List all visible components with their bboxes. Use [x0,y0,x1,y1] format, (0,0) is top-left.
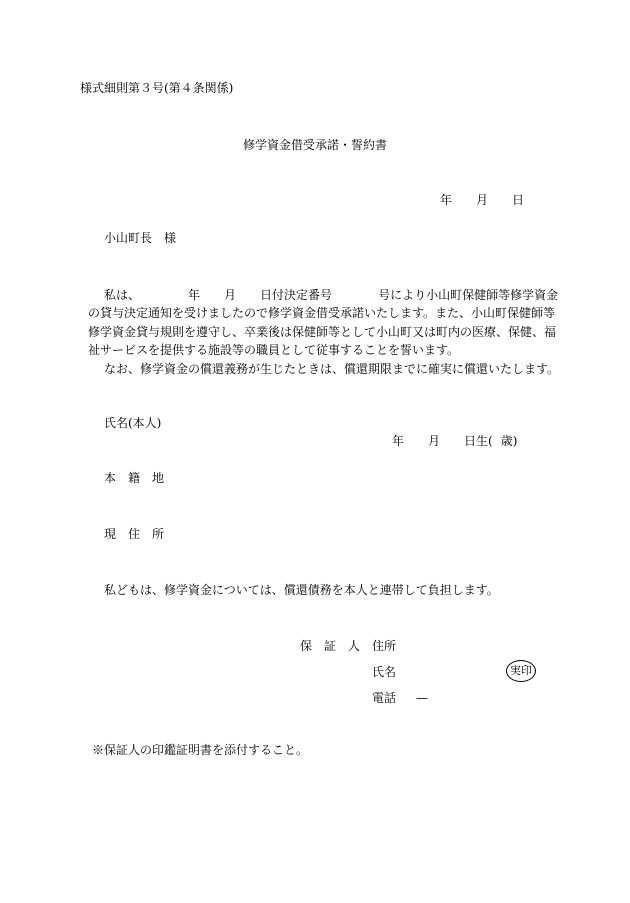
form-number: 様式細則第３号(第４条関係) [80,81,234,95]
pledge-prefix: 私は、 [104,288,141,302]
birth-day: 日生( [464,434,493,448]
registered-seal-mark: 実印 [506,660,536,682]
joint-liability-statement: 私どもは、修学資金については、償還債務を本人と連帯して負担します。 [104,583,499,597]
birth-month: 月 [428,434,441,448]
birth-date-line [392,435,517,447]
guarantor-phone-line [372,692,428,704]
current-address-label: 現 住 所 [104,527,165,541]
decision-day-number: 日付決定番号 [260,288,333,302]
guarantor-address-label: 住所 [372,639,397,653]
guarantor-phone-label: 電話 [372,691,397,705]
pledge-line-1-suffix: 号により小山町保健師等修学資金 [378,288,559,302]
date-day: 日 [512,193,525,207]
guarantor-label: 保 証 人 [300,639,361,653]
pledge-line-4: 祉サービスを提供する施設等の職員として従事することを誓います。 [88,343,460,358]
document-title: 修学資金借受承諾・誓約書 [242,138,387,152]
pledge-line-1 [88,286,559,304]
pledge-paragraph [88,286,560,378]
date-line [440,194,524,206]
applicant-name-label: 氏名(本人) [104,416,162,430]
domicile-label: 本 籍 地 [104,471,165,485]
date-month: 月 [476,193,489,207]
pledge-line-2: の貸与決定通知を受けましたので修学資金借受承諾いたします。また、小山町保健師等 [88,306,556,321]
birth-year: 年 [392,434,405,448]
decision-month: 月 [224,288,237,302]
decision-year: 年 [188,288,201,302]
guarantor-phone-dash: — [416,691,429,705]
birth-age: 歳) [500,434,518,448]
guarantor-name-label: 氏名 [372,665,397,679]
pledge-line-3: 修学資金貸与規則を遵守し、卒業後は保健師等として小山町又は町内の医療、保健、福 [88,324,557,339]
footnote: ※保証人の印鑑証明書を添付すること。 [92,743,309,757]
pledge-line-5: なお、修学資金の償還義務が生じたときは、償還期限までに確実に償還いたします。 [104,361,560,376]
date-year: 年 [440,193,453,207]
addressee: 小山町長 様 [104,231,177,245]
